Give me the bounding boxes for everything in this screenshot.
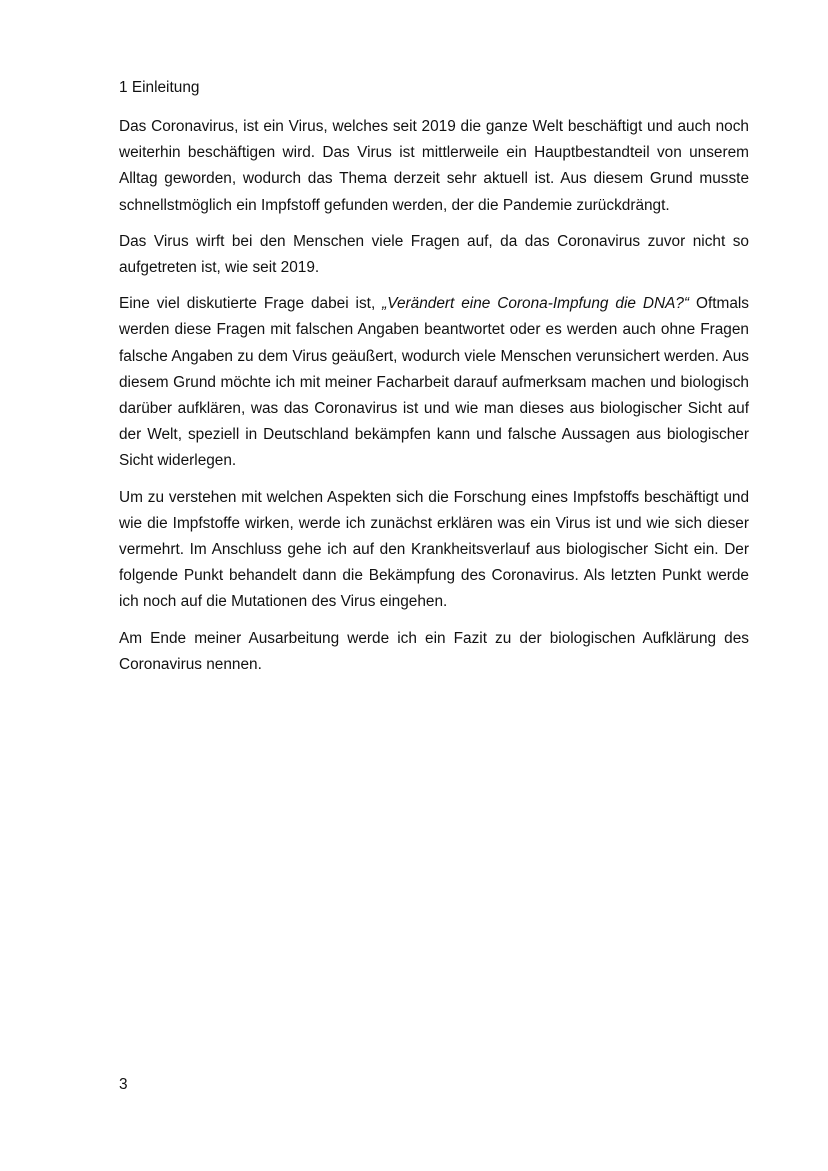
paragraph-dna-question-lead: Eine viel diskutierte Frage dabei ist, [119, 295, 383, 313]
body-text [119, 114, 749, 688]
page-number: 3 [119, 1076, 128, 1093]
section-heading: 1 Einleitung [119, 79, 200, 96]
dna-question-quote: „Verändert eine Corona-Impfung die DNA?“ [382, 295, 690, 313]
paragraph-conclusion: Am Ende meiner Ausarbeitung werde ich ein Fazit zu der biologischen Aufklärung des Coronavirus nennen. [119, 629, 749, 673]
paragraph-dna-question-rest: Oftmals werden diese Fragen mit falschen Angaben beantwortet oder es werden auch ohne Fragen falsche Angaben zu dem Virus geäußert, wodurch viele Menschen verunsichert werden. Aus diesem Grund möchte ich mit meiner Facharbeit darauf aufmerksam machen und biologisch darüber aufklären, was das Coronavirus ist und wie man dieses aus biologischer Sicht auf der Welt, speziell in Deutschland bekämpfen kann und falsche Aussagen aus biologischer Sicht widerlegen. [119, 295, 749, 470]
paragraph-questions: Das Virus wirft bei den Menschen viele Fragen auf, da das Coronavirus zuvor nicht so aufgetreten ist, wie seit 2019. [119, 232, 749, 277]
paragraph-intro: Das Coronavirus, ist ein Virus, welches seit 2019 die ganze Welt beschäftigt und auch noch weiterhin beschäftigen wird. Das Virus ist mittlerweile ein Hauptbestandteil von unserem Alltag geworden, wodurch das Thema derzeit sehr aktuell ist. Aus diesem Grund musste schnellstmöglich ein Impfstoff gefunden werden, der die Pandemie zurückdrängt. [119, 118, 749, 214]
paragraph-outline: Um zu verstehen mit welchen Aspekten sich die Forschung eines Impfstoffs beschäftigt und wie die Impfstoffe wirken, werde ich zunächst erklären was ein Virus ist und wie sich dieser vermehrt. Im Anschluss gehe ich auf den Krankheitsverlauf aus biologischer Sicht ein. Der folgende Punkt behandelt dann die Bekämpfung des Coronavirus. Als letzten Punkt werde ich noch auf die Mutationen des Virus eingehen. [119, 488, 749, 611]
paragraph-dna-question [119, 291, 749, 474]
